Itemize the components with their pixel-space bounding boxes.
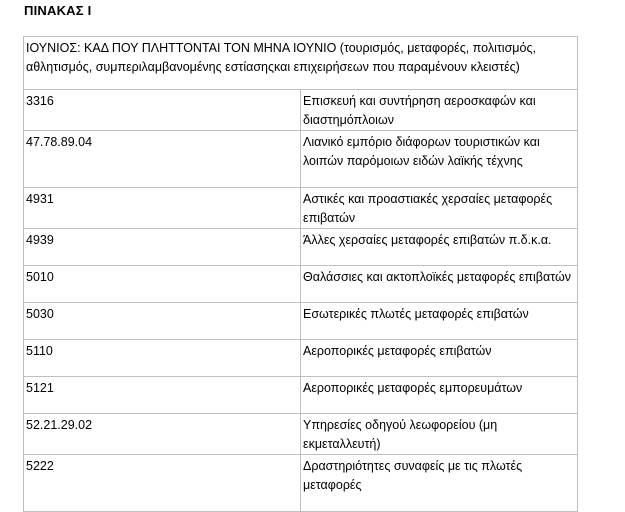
kad-description-cell: Άλλες χερσαίες μεταφορές επιβατών π.δ.κ.α. bbox=[301, 229, 578, 266]
kad-description-cell: Επισκευή και συντήρηση αεροσκαφών και διαστημόπλοιων bbox=[301, 90, 578, 131]
table-row bbox=[24, 303, 578, 340]
kad-code-cell: 5110 bbox=[24, 340, 301, 377]
table-header-cell: ΙΟΥΝΙΟΣ: ΚΑΔ ΠΟΥ ΠΛΗΤΤΟΝΤΑΙ ΤΟΝ ΜΗΝΑ ΙΟΥΝΙΟ (τουρισμός, μεταφορές, πολιτισμός, αθλητισμός, συμπεριλαμβανομένης εστίασηςκαι επιχειρήσεων που παραμένουν κλειστές) bbox=[24, 37, 578, 90]
kad-code-cell: 5030 bbox=[24, 303, 301, 340]
table-row bbox=[24, 340, 578, 377]
kad-code-cell: 4931 bbox=[24, 188, 301, 229]
table-row bbox=[24, 188, 578, 229]
kad-description-cell: Αεροπορικές μεταφορές εμπορευμάτων bbox=[301, 377, 578, 414]
kad-code-cell: 5121 bbox=[24, 377, 301, 414]
table-header-row bbox=[24, 37, 578, 90]
table-row bbox=[24, 266, 578, 303]
kad-code-cell: 47.78.89.04 bbox=[24, 131, 301, 188]
document-title: ΠΙΝΑΚΑΣ Ι bbox=[24, 3, 92, 18]
table-row bbox=[24, 90, 578, 131]
kad-description-cell: Εσωτερικές πλωτές μεταφορές επιβατών bbox=[301, 303, 578, 340]
kad-code-cell: 3316 bbox=[24, 90, 301, 131]
table-row bbox=[24, 131, 578, 188]
table-row bbox=[24, 229, 578, 266]
kad-description-cell: Δραστηριότητες συναφείς με τις πλωτές μεταφορές bbox=[301, 455, 578, 512]
kad-code-cell: 52.21.29.02 bbox=[24, 414, 301, 455]
kad-code-cell: 4939 bbox=[24, 229, 301, 266]
kad-description-cell: Λιανικό εμπόριο διάφορων τουριστικών και λοιπών παρόμοιων ειδών λαϊκής τέχνης bbox=[301, 131, 578, 188]
kad-description-cell: Αστικές και προαστιακές χερσαίες μεταφορές επιβατών bbox=[301, 188, 578, 229]
kad-description-cell: Θαλάσσιες και ακτοπλοϊκές μεταφορές επιβατών bbox=[301, 266, 578, 303]
table-row bbox=[24, 377, 578, 414]
table-row bbox=[24, 455, 578, 512]
kad-description-cell: Αεροπορικές μεταφορές επιβατών bbox=[301, 340, 578, 377]
kad-table bbox=[23, 36, 578, 512]
kad-code-cell: 5222 bbox=[24, 455, 301, 512]
kad-code-cell: 5010 bbox=[24, 266, 301, 303]
table-row bbox=[24, 414, 578, 455]
kad-description-cell: Υπηρεσίες οδηγού λεωφορείου (μη εκμεταλλευτή) bbox=[301, 414, 578, 455]
